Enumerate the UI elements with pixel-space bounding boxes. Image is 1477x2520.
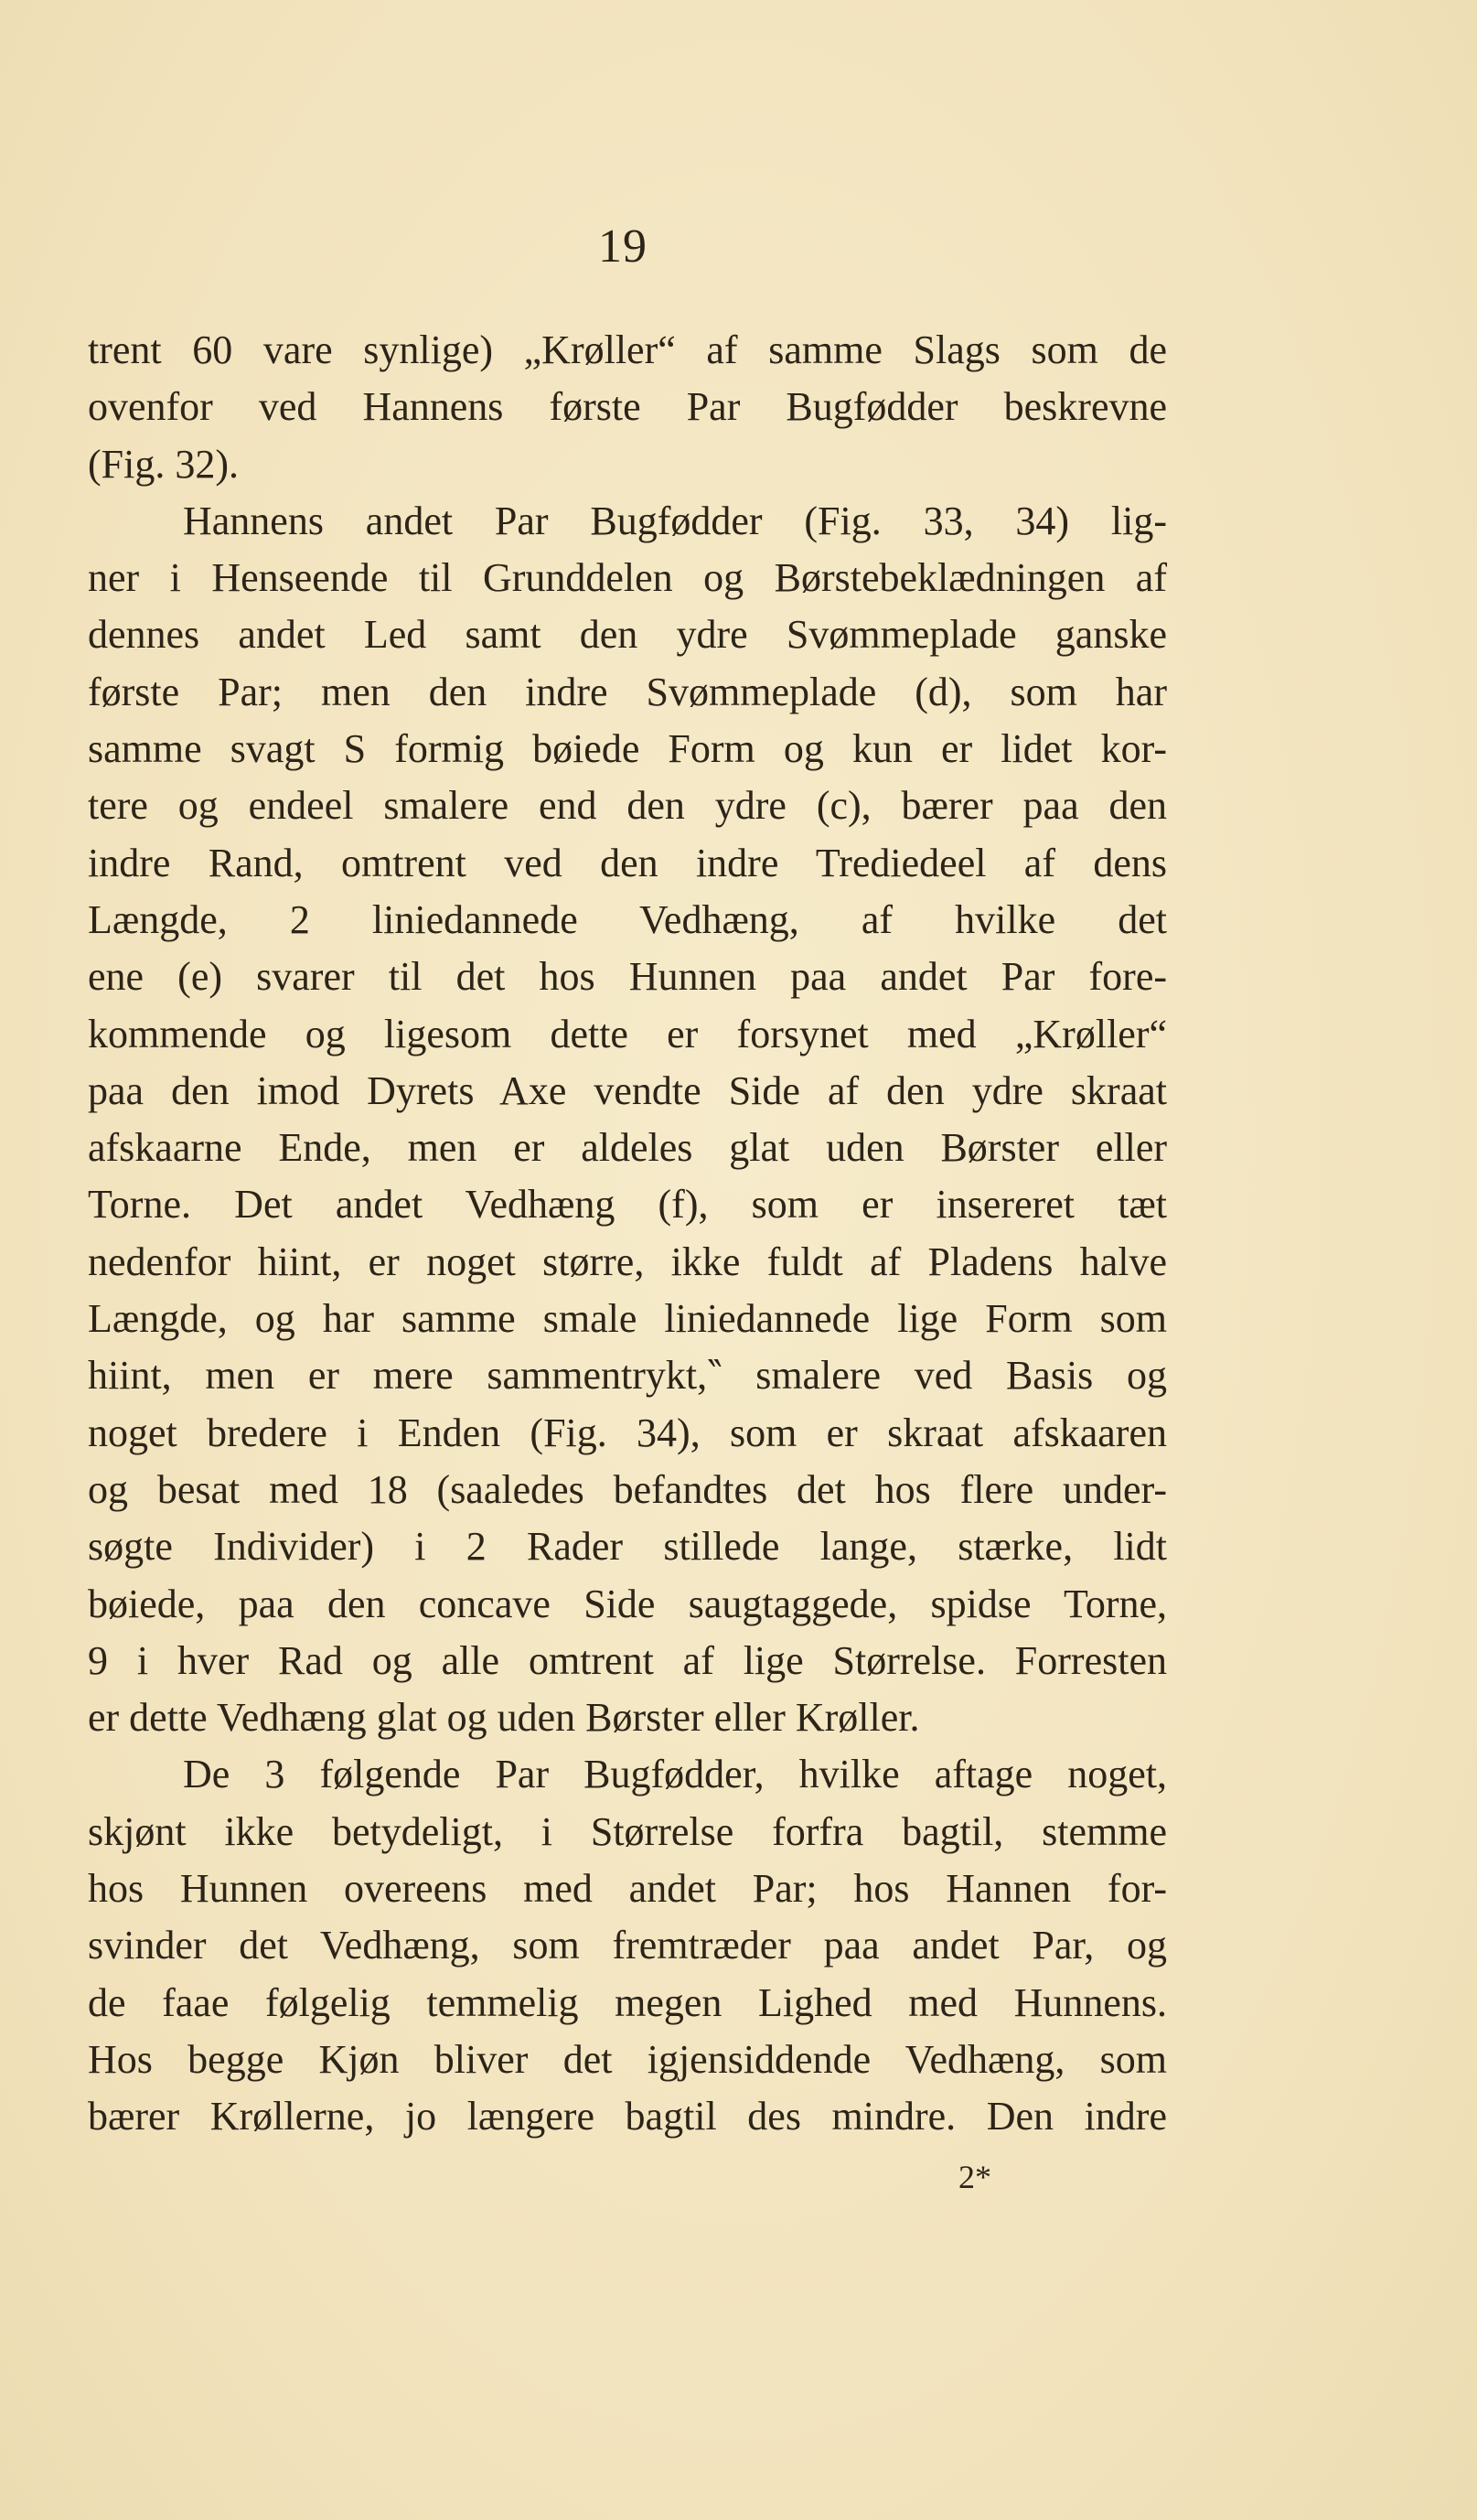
text-line: tere og endeel smalere end den ydre (c), bærer paa den (88, 783, 1167, 829)
text-line: Længde, og har samme smale liniedannede lige Form som (88, 1296, 1167, 1342)
text-line: afskaarne Ende, men er aldeles glat uden Børster eller (88, 1125, 1167, 1171)
text-line: indre Rand, omtrent ved den indre Trediedeel af dens (88, 840, 1167, 885)
text-line: er dette Vedhæng glat og uden Børster eller Krøller. (88, 1695, 920, 1741)
text-line: Hos begge Kjøn bliver det igjensiddende Vedhæng, som (88, 2036, 1167, 2082)
signature-mark: 2* (958, 2159, 991, 2195)
text-line: skjønt ikke betydeligt, i Størrelse forfra bagtil, stemme (88, 1808, 1167, 1854)
text-line: De 3 følgende Par Bugfødder, hvilke aftage noget, (183, 1752, 1167, 1797)
text-line: Torne. Det andet Vedhæng (f), som er insereret tæt (88, 1182, 1167, 1228)
text-line: ene (e) svarer til det hos Hunnen paa andet Par fore- (88, 954, 1167, 1000)
text-line: Hannens andet Par Bugfødder (Fig. 33, 34) lig- (183, 498, 1167, 543)
text-line: ner i Henseende til Grunddelen og Børstebeklædningen af (88, 555, 1167, 601)
text-line: første Par; men den indre Svømmeplade (d), som har (88, 669, 1167, 714)
text-line: søgte Individer) i 2 Rader stillede lange, stærke, lidt (88, 1524, 1167, 1570)
text-line: kommende og ligesom dette er forsynet med „Krøller“ (88, 1011, 1167, 1056)
text-line: dennes andet Led samt den ydre Svømmeplade ganske (88, 612, 1167, 658)
text-line: svinder det Vedhæng, som fremtræder paa andet Par, og (88, 1923, 1167, 1968)
text-line: trent 60 vare synlige) „Krøller“ af samme Slags som de (88, 327, 1167, 372)
text-line: paa den imod Dyrets Axe vendte Side af den ydre skraat (88, 1067, 1167, 1113)
text-line: Længde, 2 liniedannede Vedhæng, af hvilke det (88, 896, 1167, 942)
text-line: bærer Krøllerne, jo længere bagtil des mindre. Den indre (88, 2094, 1167, 2139)
text-line: de faae følgelig temmelig megen Lighed med Hunnens. (88, 1979, 1167, 2025)
page-number: 19 (598, 220, 648, 273)
text-line: noget bredere i Enden (Fig. 34), som er skraat afskaaren (88, 1410, 1167, 1455)
text-line: nedenfor hiint, er noget større, ikke fuldt af Pladens halve (88, 1239, 1167, 1284)
body-text (88, 322, 1167, 2146)
text-line: samme svagt S formig bøiede Form og kun er lidet kor- (88, 726, 1167, 772)
text-line: 9 i hver Rad og alle omtrent af lige Størrelse. Forresten (88, 1637, 1167, 1683)
text-line: bøiede, paa den concave Side saugtaggede, spidse Torne, (88, 1581, 1167, 1626)
text-line: hiint, men er mere sammentrykt,‶ smalere ved Basis og (88, 1353, 1167, 1399)
text-line: hos Hunnen overeens med andet Par; hos Hannen for- (88, 1866, 1167, 1912)
text-line: og besat med 18 (saaledes befandtes det hos flere under- (88, 1466, 1167, 1512)
text-line: ovenfor ved Hannens første Par Bugfødder beskrevne (88, 384, 1167, 430)
text-line: (Fig. 32). (88, 441, 239, 487)
